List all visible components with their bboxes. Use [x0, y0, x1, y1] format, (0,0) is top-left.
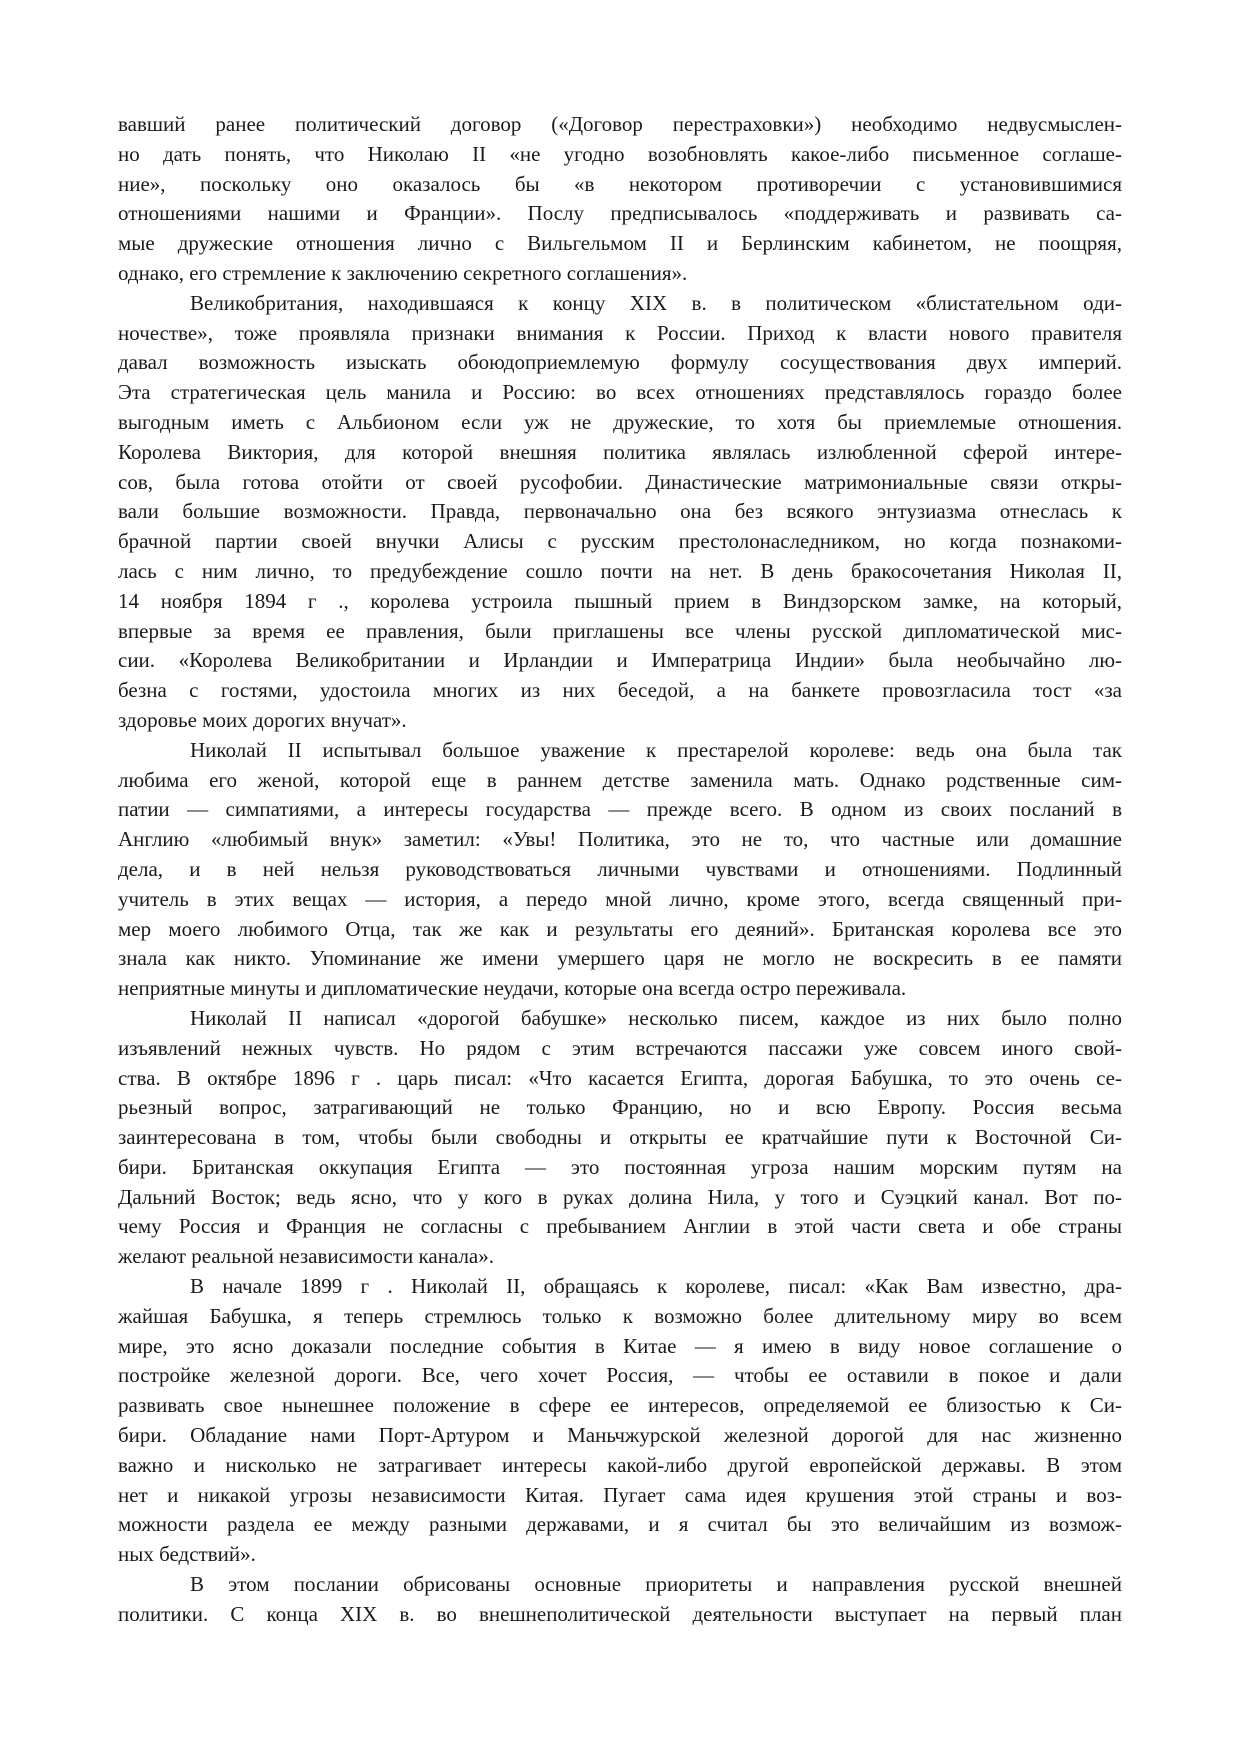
text-line: можности раздела ее между разными державами, и я считал бы это величайшим из возмож-	[118, 1512, 1122, 1537]
text-line: чему Россия и Франция не согласны с пребыванием Англии в этой части света и обе страны	[118, 1214, 1122, 1239]
text-line: ства. В октябре 1896 г . царь писал: «Что касается Египта, дорогая Бабушка, то это очень се-	[118, 1065, 1122, 1090]
text-line: знала как никто. Упоминание же имени умершего царя не могло не воскресить в ее памяти	[118, 946, 1122, 971]
text-line: Англию «любимый внук» заметил: «Увы! Политика, это не то, что частные или домашние	[118, 827, 1122, 852]
text-line: желают реальной независимости канала».	[118, 1244, 495, 1269]
text-line: заинтересована в том, чтобы были свободны и открыты ее кратчайшие пути к Восточной Си-	[118, 1125, 1122, 1150]
text-line: мые дружеские отношения лично с Вильгельмом II и Берлинским кабинетом, не поощряя,	[118, 231, 1122, 256]
paragraph-5	[118, 1272, 1122, 1570]
text-line: выгодным иметь с Альбионом если уж не дружеские, то хотя бы приемлемые отношения.	[118, 409, 1122, 434]
text-line: сии. «Королева Великобритании и Ирландии и Императрица Индии» была необычайно лю-	[118, 648, 1122, 673]
document-page	[118, 110, 1122, 1630]
text-line: сов, была готова отойти от своей русофобии. Династические матримониальные связи откры-	[118, 469, 1122, 494]
text-line: брачной партии своей внучки Алисы с русским престолонаследником, но когда познакоми-	[118, 529, 1122, 554]
text-line: политики. С конца XIX в. во внешнеполитической деятельности выступает на первый план	[118, 1601, 1122, 1626]
text-line: В этом послании обрисованы основные приоритеты и направления русской внешней	[190, 1572, 1122, 1597]
text-line: неприятные минуты и дипломатические неудачи, которые она всегда остро переживала.	[118, 976, 907, 1001]
text-line: Николай II испытывал большое уважение к престарелой королеве: ведь она была так	[190, 737, 1122, 762]
text-line: бири. Обладание нами Порт-Артуром и Маньчжурской железной дорогой для нас жизненно	[118, 1423, 1122, 1448]
text-line: впервые за время ее правления, были приглашены все члены русской дипломатической мис-	[118, 618, 1122, 643]
text-line: лась с ним лично, то предубеждение сошло почти на нет. В день бракосочетания Николая II,	[118, 558, 1122, 583]
text-line: вали большие возможности. Правда, первоначально она без всякого энтузиазма отнеслась к	[118, 499, 1122, 524]
text-line: мер моего любимого Отца, так же как и результаты его деяний». Британская королева все это	[118, 916, 1122, 941]
text-line: нет и никакой угрозы независимости Китая. Пугает сама идея крушения этой страны и воз-	[118, 1482, 1122, 1507]
text-line: Николай II написал «дорогой бабушке» несколько писем, каждое из них было полно	[190, 1005, 1122, 1030]
text-line: изъявлений нежных чувств. Но рядом с этим встречаются пассажи уже совсем иного свой-	[118, 1035, 1122, 1060]
text-line: жайшая Бабушка, я теперь стремлюсь только к возможно более длительному миру во всем	[118, 1303, 1122, 1328]
text-line: здоровье моих дорогих внучат».	[118, 707, 407, 732]
text-line: Королева Виктория, для которой внешняя политика являлась излюбленной сферой интере-	[118, 439, 1122, 464]
text-line: но дать понять, что Николаю II «не угодно возобновлять какое-либо письменное соглаше-	[118, 141, 1122, 166]
text-line: любима его женой, которой еще в раннем детстве заменила мать. Однако родственные сим-	[118, 767, 1122, 792]
text-line: Великобритания, находившаяся к концу XIX в. в политическом «блистательном оди-	[190, 290, 1122, 315]
paragraph-4	[118, 1004, 1122, 1272]
paragraph-3	[118, 736, 1122, 1004]
text-line: Эта стратегическая цель манила и Россию: во всех отношениях представлялось гораздо более	[118, 380, 1122, 405]
text-line: учитель в этих вещах — история, а передо мной лично, кроме этого, всегда священный при-	[118, 886, 1122, 911]
text-line: 14 ноября 1894 г ., королева устроила пышный прием в Виндзорском замке, на который,	[118, 588, 1122, 613]
text-line: развивать свое нынешнее положение в сфере ее интересов, определяемой ее близостью к Си-	[118, 1393, 1122, 1418]
text-line: патии — симпатиями, а интересы государства — прежде всего. В одном из своих посланий в	[118, 797, 1122, 822]
text-line: безна с гостями, удостоила многих из них беседой, а на банкете провозгласила тост «за	[118, 678, 1122, 703]
text-line: постройке железной дороги. Все, чего хочет Россия, — чтобы ее оставили в покое и дали	[118, 1363, 1122, 1388]
text-line: важно и нисколько не затрагивает интересы какой-либо другой европейской державы. В этом	[118, 1452, 1122, 1477]
text-line: мире, это ясно доказали последние события в Китае — я имею в виду новое соглашение о	[118, 1333, 1122, 1358]
text-line: ние», поскольку оно оказалось бы «в некотором противоречии с установившимися	[118, 171, 1122, 196]
text-line: давал возможность изыскать обоюдоприемлемую формулу сосуществования двух империй.	[118, 350, 1122, 375]
text-line: ночестве», тоже проявляла признаки внимания к России. Приход к власти нового правителя	[118, 320, 1122, 345]
paragraph-6	[118, 1570, 1122, 1630]
text-line: Дальний Восток; ведь ясно, что у кого в руках долина Нила, у того и Суэцкий канал. Вот по-	[118, 1184, 1122, 1209]
text-line: рьезный вопрос, затрагивающий не только Францию, но и всю Европу. Россия весьма	[118, 1095, 1122, 1120]
paragraph-1	[118, 110, 1122, 289]
text-line: отношениями нашими и Франции». Послу предписывалось «поддерживать и развивать са-	[118, 201, 1122, 226]
text-line: бири. Британская оккупация Египта — это постоянная угроза нашим морским путям на	[118, 1154, 1122, 1179]
text-line: однако, его стремление к заключению секретного соглашения».	[118, 260, 688, 285]
text-line: ных бедствий».	[118, 1542, 256, 1567]
text-line: вавший ранее политический договор («Договор перестраховки») необходимо недвусмыслен-	[118, 112, 1122, 136]
text-line: дела, и в ней нельзя руководствоваться личными чувствами и отношениями. Подлинный	[118, 856, 1122, 881]
paragraph-2	[118, 289, 1122, 736]
text-line: В начале 1899 г . Николай II, обращаясь к королеве, писал: «Как Вам известно, дра-	[190, 1274, 1122, 1299]
